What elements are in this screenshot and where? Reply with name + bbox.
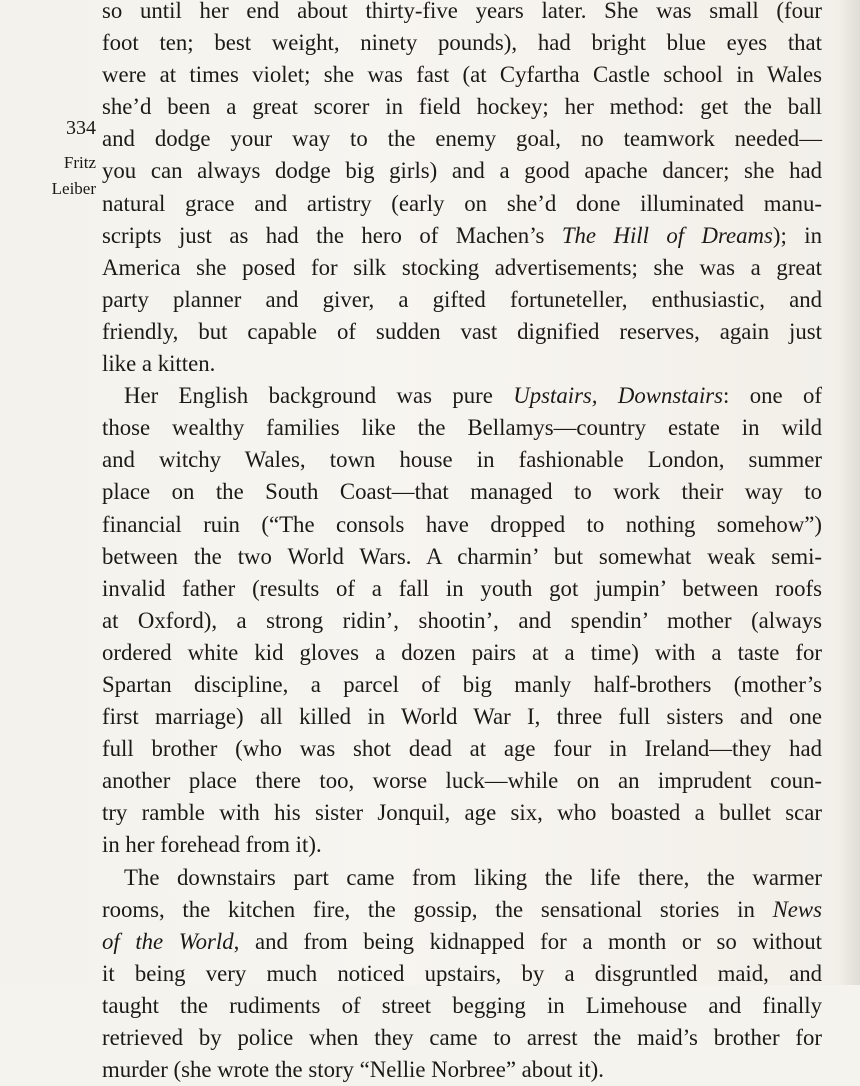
page-edge-shadow xyxy=(838,0,860,985)
text-line: another place there too, worse luck—while on an imprudent coun- xyxy=(102,768,822,794)
text-line: foot ten; best weight, ninety pounds), had bright blue eyes that xyxy=(102,30,822,56)
text-line: natural grace and artistry (early on she’d done illuminated manu- xyxy=(102,190,822,216)
text-line: and witchy Wales, town house in fashionable London, summer xyxy=(102,447,822,473)
text-line: and dodge your way to the enemy goal, no teamwork needed— xyxy=(102,126,822,152)
text-line: party planner and giver, a gifted fortuneteller, enthusiastic, and xyxy=(102,286,822,312)
text-line: first marriage) all killed in World War I, three full sisters and one xyxy=(102,704,822,730)
text-line: place on the South Coast—that managed to work their way to xyxy=(102,479,822,505)
text-line: The downstairs part came from liking the life there, the warmer xyxy=(124,864,822,890)
text-line: America she posed for silk stocking advertisements; she was a great xyxy=(102,254,822,280)
text-line: scripts just as had the hero of Machen’s The Hill of Dreams); in xyxy=(102,222,822,248)
body-text xyxy=(102,0,822,1086)
text-line: taught the rudiments of street begging in Limehouse and finally xyxy=(102,992,822,1018)
text-line: of the World, and from being kidnapped for a month or so without xyxy=(102,928,822,954)
text-line: Her English background was pure Upstairs, Downstairs: one of xyxy=(124,383,823,409)
text-line: full brother (who was shot dead at age four in Ireland—they had xyxy=(102,736,822,762)
paragraph xyxy=(102,862,822,1086)
text-line: in her forehead from it). xyxy=(102,832,322,858)
text-line: try ramble with his sister Jonquil, age six, who boasted a bullet scar xyxy=(102,800,822,826)
text-line: so until her end about thirty-five years later. She was small (four xyxy=(102,0,822,23)
text-line: murder (she wrote the story “Nellie Norbree” about it). xyxy=(102,1057,604,1083)
text-line: were at times violet; she was fast (at Cyfartha Castle school in Wales xyxy=(102,62,822,88)
running-head-line: Fritz xyxy=(63,153,96,172)
text-line: those wealthy families like the Bellamys—country estate in wild xyxy=(102,415,822,441)
page-number: 334 xyxy=(66,117,96,139)
running-head-line: Leiber xyxy=(51,179,96,198)
text-line: friendly, but capable of sudden vast dignified reserves, again just xyxy=(102,318,822,344)
text-line: Spartan discipline, a parcel of big manly half-brothers (mother’s xyxy=(102,671,822,697)
text-line: she’d been a great scorer in field hockey; her method: get the ball xyxy=(102,94,822,120)
text-line: between the two World Wars. A charmin’ but somewhat weak semi- xyxy=(102,543,822,569)
text-line: retrieved by police when they came to arrest the maid’s brother for xyxy=(102,1025,822,1050)
text-line: at Oxford), a strong ridin’, shootin’, and spendin’ mother (always xyxy=(102,607,822,633)
running-head xyxy=(0,150,96,202)
text-line: financial ruin (“The consols have dropped to nothing somehow”) xyxy=(102,511,822,537)
text-line: invalid father (results of a fall in youth got jumpin’ between roofs xyxy=(102,575,822,601)
text-line: you can always dodge big girls) and a good apache dancer; she had xyxy=(102,158,822,184)
text-line: rooms, the kitchen fire, the gossip, the sensational stories in News xyxy=(102,896,822,922)
paragraph xyxy=(102,380,822,861)
text-line: it being very much noticed upstairs, by a disgruntled maid, and xyxy=(102,960,822,986)
text-line: ordered white kid gloves a dozen pairs at a time) with a taste for xyxy=(102,639,822,665)
text-line: like a kitten. xyxy=(102,351,216,377)
paragraph xyxy=(102,0,822,380)
